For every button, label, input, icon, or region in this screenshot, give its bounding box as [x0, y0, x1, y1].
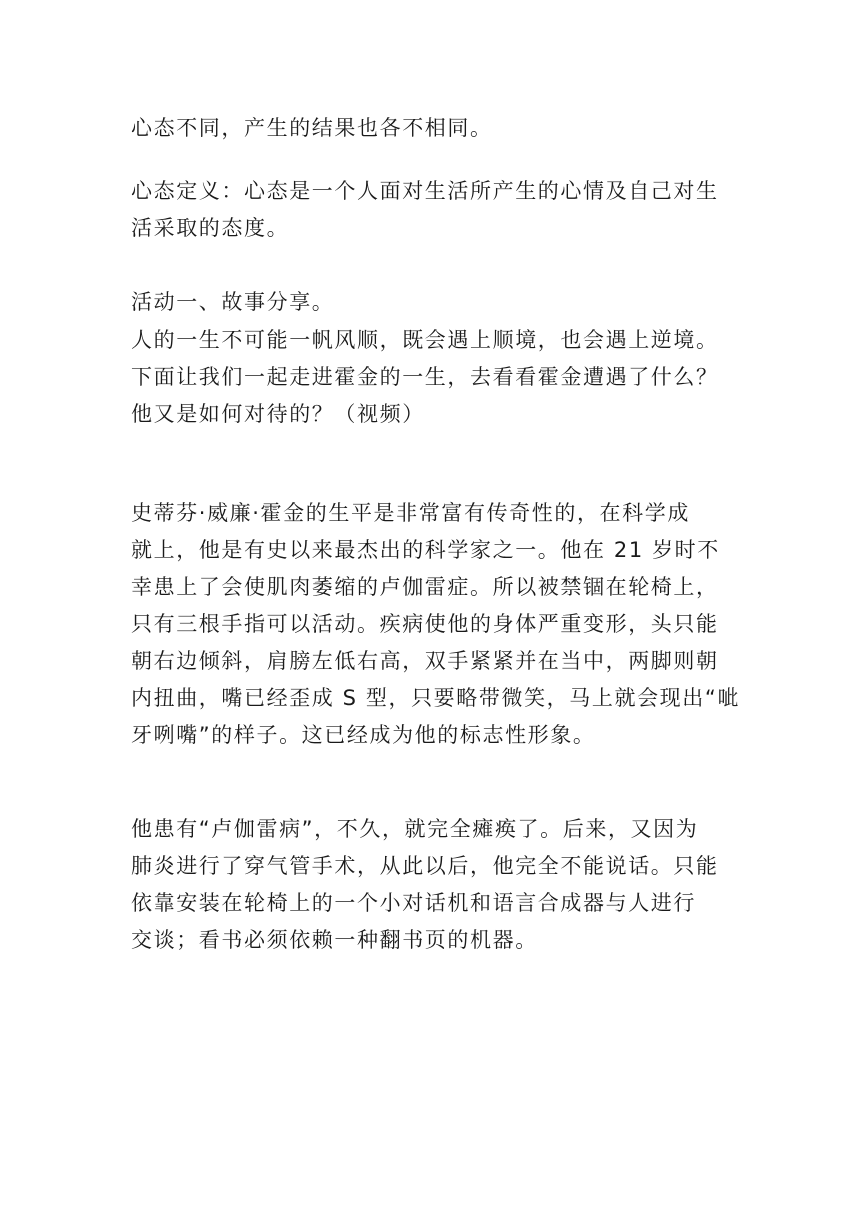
text-line: 幸患上了会使肌肉萎缩的卢伽雷症。所以被禁锢在轮椅上， — [131, 575, 719, 599]
text-line: 只有三根手指可以活动。疾病使他的身体严重变形，头只能 — [131, 612, 719, 636]
paragraph-life-intro — [131, 322, 741, 433]
text-line: 他患有“卢伽雷病”，不久，就完全瘫痪了。后来，又因为 — [131, 817, 699, 841]
text-line: 下面让我们一起走进霍金的一生，去看看霍金遭遇了什么？ — [131, 365, 719, 389]
text-line: 他又是如何对待的？（视频） — [131, 402, 425, 426]
text-line: 牙咧嘴”的样子。这已经成为他的标志性形象。 — [131, 723, 596, 747]
paragraph-hawking-bio — [131, 495, 741, 754]
text-line: 活采取的态度。 — [131, 216, 290, 240]
text-line: 交谈；看书必须依赖一种翻书页的机器。 — [131, 928, 538, 952]
text-line: 就上，他是有史以来最杰出的科学家之一。他在 21 岁时不 — [131, 538, 720, 562]
text-line: 史蒂芬·威廉·霍金的生平是非常富有传奇性的，在科学成 — [131, 501, 690, 525]
paragraph-hawking-illness — [131, 811, 741, 959]
text-line: 肺炎进行了穿气管手术，从此以后，他完全不能说话。只能 — [131, 854, 719, 878]
text-line: 心态定义：心态是一个人面对生活所产生的心情及自己对生 — [131, 179, 719, 203]
paragraph-mindset-definition — [131, 173, 741, 247]
text-line: 活动一、故事分享。 — [131, 290, 335, 314]
text-line: 依靠安装在轮椅上的一个小对话机和语言合成器与人进行 — [131, 891, 696, 915]
paragraph-activity-heading — [131, 284, 741, 321]
text-line: 内扭曲，嘴已经歪成 S 型，只要略带微笑，马上就会现出“呲 — [131, 686, 740, 710]
paragraph-mindset-results — [131, 110, 741, 147]
text-line: 朝右边倾斜，肩膀左低右高，双手紧紧并在当中，两脚则朝 — [131, 649, 719, 673]
text-line: 人的一生不可能一帆风顺，既会遇上顺境，也会遇上逆境。 — [131, 328, 719, 352]
text-line: 心态不同，产生的结果也各不相同。 — [131, 116, 493, 140]
